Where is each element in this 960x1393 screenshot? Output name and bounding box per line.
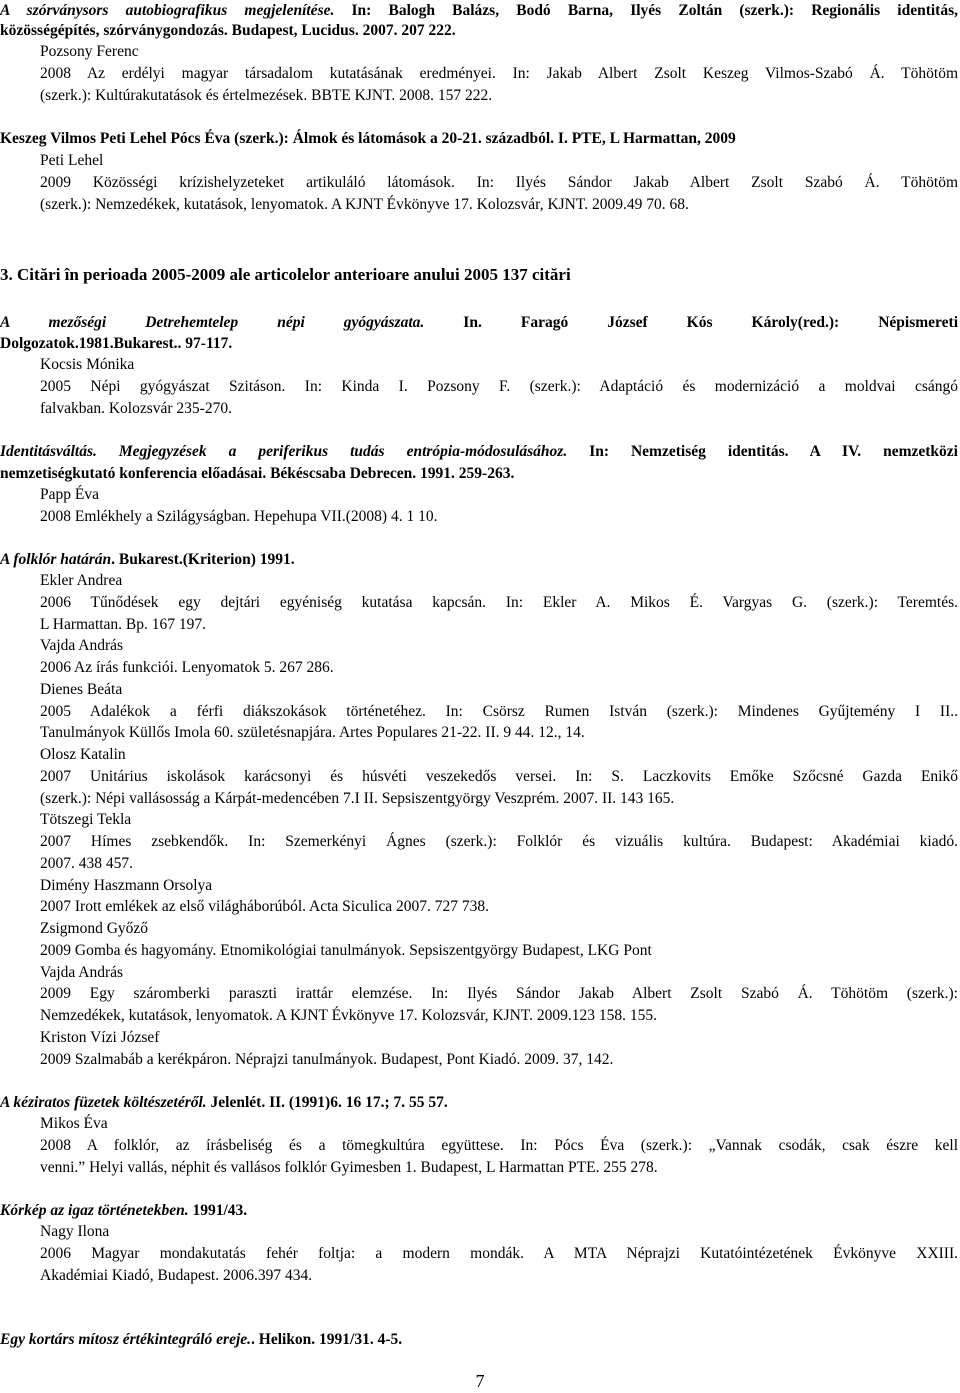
text-line <box>40 896 958 918</box>
text-run: 2006 Tűnődések egy dejtári egyéniség kutatása kapcsán. In: Ekler A. Mikos É. Vargyas G. (szerk.): Teremtés. <box>40 594 958 611</box>
text-line <box>40 918 958 940</box>
text-line <box>0 312 958 334</box>
text-run: In: Balogh Balázs, Bodó Barna, Ilyés Zoltán (szerk.): Regionális identitás, <box>334 2 958 19</box>
text-line <box>40 788 958 810</box>
text-line <box>0 1092 958 1114</box>
text-line <box>40 744 958 766</box>
text-run: Dimény Haszmann Orsolya <box>40 877 213 894</box>
text-line <box>40 1135 958 1157</box>
text-run: Pozsony Ferenc <box>40 43 139 60</box>
text-line <box>40 570 958 592</box>
text-line <box>40 635 958 657</box>
text-line <box>40 592 958 614</box>
text-run: A szórványsors autobiografikus megjelenítése. <box>0 2 335 19</box>
text-run: Peti Lehel <box>40 152 104 169</box>
text-run: 3. Citări în perioada 2005-2009 ale articolelor anterioare anului 2005 137 citări <box>0 265 571 284</box>
text-line <box>40 940 958 962</box>
text-run: Olosz Katalin <box>40 746 126 763</box>
text-line <box>0 128 958 150</box>
text-run: . Bukarest.(Kriterion) 1991. <box>111 551 295 568</box>
text-line <box>40 1243 958 1265</box>
text-run: Dienes Beáta <box>40 681 123 698</box>
text-run: közösségépítés, szórványgondozás. Budapest, Lucidus. 2007. 207 222. <box>0 22 456 39</box>
text-run: (szerk.): Kultúrakutatások és értelmezések. BBTE KJNT. 2008. 157 222. <box>40 87 493 104</box>
text-run: Identitásváltás. Megjegyzések a periferikus tudás entrópia-módosulásához. <box>0 443 568 460</box>
text-run: (szerk.): Népi vallásosság a Kárpát-medencében 7.I II. Sepsiszentgyörgy Veszprém. 2007. II. 143 165. <box>40 790 675 807</box>
text-run: 2005 Adalékok a férfi diákszokások történetéhez. In: Csörsz Rumen István (szerk.): Mindenes Gyűjtemény I II.. <box>40 703 958 720</box>
text-run: 2006 Az írás funkciói. Lenyomatok 5. 267 286. <box>40 659 334 676</box>
text-line <box>40 1027 958 1049</box>
text-line <box>40 1157 958 1179</box>
text-run: Vajda András <box>40 637 124 654</box>
text-run: Kórkép az igaz történetekben. <box>0 1202 189 1219</box>
text-line <box>0 549 958 571</box>
text-run: Jelenlét. II. (1991)6. 16 17.; 7. 55 57. <box>206 1094 448 1111</box>
text-run: 2009 Szalmabáb a kerékpáron. Néprajzi tanulmányok. Budapest, Pont Kiadó. 2009. 37, 142. <box>40 1051 614 1068</box>
text-run: 2009 Egy száromberki paraszti irattár elemzése. In: Ilyés Sándor Jakab Albert Zsolt Szabó Á. Töhötöm (szerk.): <box>40 985 958 1002</box>
text-run: Dolgozatok.1981.Bukarest.. 97-117. <box>0 335 233 352</box>
text-line <box>40 983 958 1005</box>
text-run: 2009 Gomba és hagyomány. Etnomikológiai tanulmányok. Sepsiszentgyörgy Budapest, LKG Pont <box>40 942 652 959</box>
text-run: Akadémiai Kiadó, Budapest. 2006.397 434. <box>40 1267 313 1284</box>
text-line <box>40 657 958 679</box>
text-line <box>40 63 958 85</box>
text-run: L Harmattan. Bp. 167 197. <box>40 616 207 633</box>
text-run: 2007 Irott emlékek az első világháborúból. Acta Siculica 2007. 727 738. <box>40 898 489 915</box>
text-line <box>40 722 958 744</box>
text-run: 2005 Népi gyógyászat Szitáson. In: Kinda I. Pozsony F. (szerk.): Adaptáció és modernizáció a moldvai csángó <box>40 378 958 395</box>
text-line <box>40 41 958 63</box>
text-line <box>0 20 958 42</box>
text-line <box>40 809 958 831</box>
text-run: Keszeg Vilmos Peti Lehel Pócs Éva (szerk.): Álmok és látomások a 20-21. századból. I. PTE, L Harmattan, 2009 <box>0 130 736 147</box>
text-run: In: Nemzetiség identitás. A IV. nemzetközi <box>567 443 958 460</box>
text-line <box>40 172 958 194</box>
text-run: Tanulmányok Küllős Imola 60. születésnapjára. Artes Populares 21-22. II. 9 44. 12., 14. <box>40 724 585 741</box>
text-run: Papp Éva <box>40 486 99 503</box>
text-run: venni.” Helyi vallás, néphit és vallásos folklór Gyimesben 1. Budapest, L Harmattan PTE. 255 278. <box>40 1159 658 1176</box>
text-run: 2008 Emlékhely a Szilágyságban. Hepehupa VII.(2008) 4. 1 10. <box>40 508 438 525</box>
text-run: Nagy Ilona <box>40 1223 110 1240</box>
text-run: . Helikon. 1991/31. 4-5. <box>251 1331 403 1348</box>
text-run: Vajda András <box>40 964 124 981</box>
text-line <box>40 85 958 107</box>
text-line <box>0 1200 958 1222</box>
text-run: 2007. 438 457. <box>40 855 133 872</box>
text-line <box>0 463 958 485</box>
text-line <box>40 1265 958 1287</box>
text-run: A kéziratos füzetek költészetéről. <box>0 1094 207 1111</box>
text-line <box>40 194 958 216</box>
text-run: Zsigmond Győző <box>40 920 149 937</box>
text-line <box>0 264 958 286</box>
text-line <box>40 484 958 506</box>
text-run: A mezőségi Detrehemtelep népi gyógyászata. <box>0 314 425 331</box>
text-run: 2007 Unitárius iskolások karácsonyi és húsvéti veszekedős versei. In: S. Laczkovits Emőke Szőcsné Gazda Enikő <box>40 768 958 785</box>
text-line <box>0 441 958 463</box>
text-line <box>40 1113 958 1135</box>
text-run: Tötszegi Tekla <box>40 811 132 828</box>
text-run: Egy kortárs mítosz értékintegráló ereje. <box>0 1331 252 1348</box>
text-line <box>40 1221 958 1243</box>
text-line <box>40 614 958 636</box>
text-line <box>0 0 958 22</box>
text-run: Nemzedékek, kutatások, lenyomatok. A KJNT Évkönyve 17. Kolozsvár, KJNT. 2009.123 158. 155. <box>40 1007 657 1024</box>
text-run: 2008 Az erdélyi magyar társadalom kutatásának eredményei. In: Jakab Albert Zsolt Keszeg Vilmos-Szabó Á. Töhötöm <box>40 65 958 82</box>
page-number: 7 <box>475 1371 485 1391</box>
text-line <box>40 1049 958 1071</box>
text-run: A folklór határán <box>0 551 112 568</box>
text-run: 1991/43. <box>188 1202 248 1219</box>
text-line <box>40 376 958 398</box>
text-run: 2009 Közösségi krízishelyzeteket artikuláló látomások. In: Ilyés Sándor Jakab Albert Zsolt Szabó Á. Töhötöm <box>40 174 958 191</box>
text-line <box>40 853 958 875</box>
text-line <box>40 875 958 897</box>
text-run: falvakban. Kolozsvár 235-270. <box>40 400 232 417</box>
text-line <box>40 354 958 376</box>
text-run: nemzetiségkutató konferencia előadásai. Békéscsaba Debrecen. 1991. 259-263. <box>0 465 515 482</box>
text-line <box>40 831 958 853</box>
text-line <box>40 679 958 701</box>
text-run: 2008 A folklór, az írásbeliség és a tömegkultúra együttese. In: Pócs Éva (szerk.): „Vannak csodák, csak észre kell <box>40 1137 958 1154</box>
text-line <box>40 398 958 420</box>
text-run: Kocsis Mónika <box>40 356 135 373</box>
text-line <box>40 701 958 723</box>
text-line <box>0 1329 958 1351</box>
text-line <box>0 333 958 355</box>
text-line <box>40 962 958 984</box>
text-run: (szerk.): Nemzedékek, kutatások, lenyomatok. A KJNT Évkönyve 17. Kolozsvár, KJNT. 2009.49 70. 68. <box>40 196 689 213</box>
text-line <box>40 150 958 172</box>
text-run: Mikos Éva <box>40 1115 108 1132</box>
text-line <box>40 766 958 788</box>
text-run: 2007 Hímes zsebkendők. In: Szemerkényi Ágnes (szerk.): Folklór és vizuális kultúra. Budapest: Akadémiai kiadó. <box>40 833 958 850</box>
text-line <box>40 1005 958 1027</box>
text-line <box>40 506 958 528</box>
text-run: In. Faragó József Kós Károly(red.): Népismereti <box>424 314 958 331</box>
text-run: Ekler Andrea <box>40 572 123 589</box>
text-run: 2006 Magyar mondakutatás fehér foltja: a modern mondák. A MTA Néprajzi Kutatóintézetének Évkönyve XXIII. <box>40 1245 958 1262</box>
text-run: Kriston Vízi József <box>40 1029 160 1046</box>
